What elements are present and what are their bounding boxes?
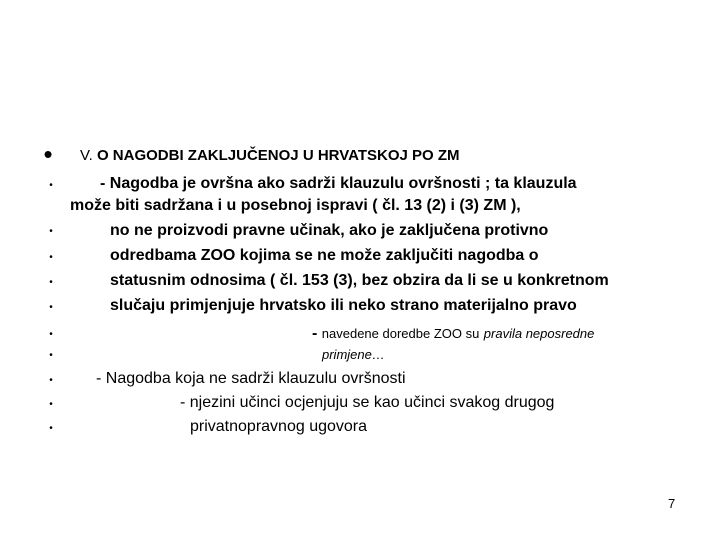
bullet: •	[49, 277, 53, 288]
no-clause-line: - Nagodba koja ne sadrži klauzulu ovršnosti	[96, 370, 406, 387]
bullet: •	[49, 350, 53, 361]
text-line: no ne proizvodi pravne učinak, ako je zaključena protivno	[110, 222, 549, 239]
bullet: •	[49, 375, 53, 386]
text-line: slučaju primjenjuje hrvatsko ili neko strano materijalno pravo	[110, 297, 577, 314]
bullet: •	[49, 302, 53, 313]
note-plain: navedene doredbe ZOO su	[321, 326, 480, 341]
contract-line: privatnopravnog ugovora	[190, 418, 368, 435]
bullet: •	[49, 180, 53, 191]
bullet: •	[43, 139, 53, 169]
bullet: •	[49, 252, 53, 263]
effects-line: - njezini učinci ocjenjuju se kao učinci svakog drugog	[180, 394, 555, 411]
text-line: statusnim odnosima ( čl. 153 (3), bez obzira da li se u konkretnom	[110, 272, 609, 289]
bullet: •	[49, 226, 53, 237]
bullet: •	[49, 329, 53, 340]
bullet: •	[49, 399, 53, 410]
title-prefix: V.	[80, 147, 93, 164]
note-line	[312, 325, 594, 343]
note-dash: -	[312, 325, 318, 342]
text-line: odredbama ZOO kojima se ne može zaključiti nagodba o	[110, 247, 539, 264]
text-line: može biti sadržana i u posebnoj ispravi ( čl. 13 (2) i (3) ZM ),	[70, 197, 521, 214]
page-number: 7	[668, 496, 676, 511]
bullet: •	[49, 423, 53, 434]
slide-title	[80, 147, 460, 164]
title-text: O NAGODBI ZAKLJUČENOJ U HRVATSKOJ PO ZM	[96, 147, 460, 164]
note-line-2: primjene…	[322, 347, 385, 362]
text-line: - Nagodba je ovršna ako sadrži klauzulu ovršnosti ; ta klauzula	[100, 175, 577, 192]
note-italic: pravila neposredne	[483, 326, 595, 341]
